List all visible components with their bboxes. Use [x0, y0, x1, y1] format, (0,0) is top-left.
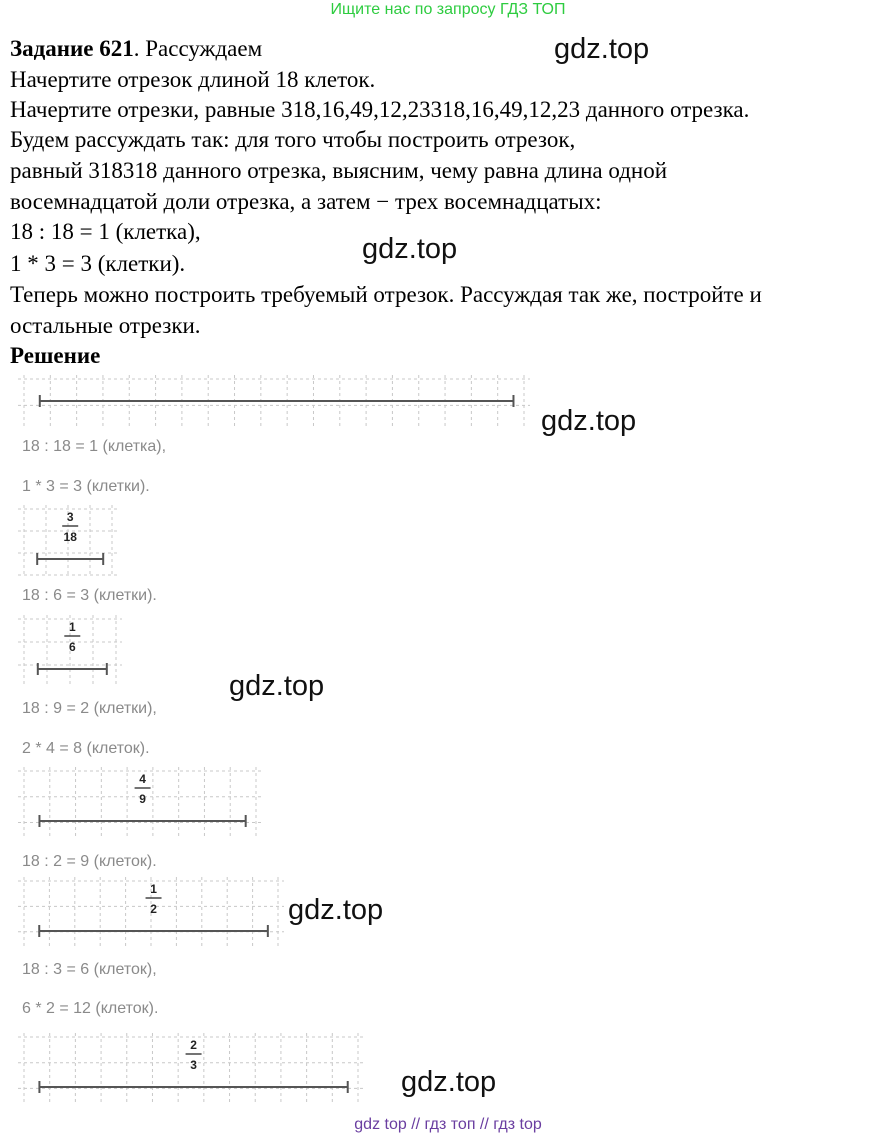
calc-line: 18 : 18 = 1 (клетка), [22, 438, 167, 455]
calc-line: 2 * 4 = 8 (клеток). [22, 740, 150, 757]
segment-fraction [186, 1038, 202, 1072]
segment-figure [18, 1033, 364, 1103]
solution-heading: Решение [10, 343, 101, 368]
watermark: gdz.top [362, 233, 458, 265]
task-line: равный 318318 данного отрезка, выясним, чему равна длина одной [10, 158, 668, 183]
search-banner[interactable]: Ищите нас по запросу ГДЗ ТОП [330, 1, 566, 18]
fraction-numerator: 1 [68, 620, 76, 634]
task-title [10, 33, 262, 64]
fraction-denominator: 3 [190, 1058, 197, 1072]
segment-fraction [64, 620, 80, 654]
fraction-denominator: 9 [139, 792, 146, 806]
calc-line: 1 * 3 = 3 (клетки). [22, 478, 150, 495]
segment-figure [18, 375, 530, 427]
segment-fraction [135, 772, 151, 806]
watermark: gdz.top [401, 1066, 497, 1098]
fraction-denominator: 6 [68, 640, 76, 654]
calc-line: 6 * 2 = 12 (клеток). [22, 1000, 159, 1017]
task-line: восемнадцатой доли отрезка, а затем − трех восемнадцатых: [10, 189, 602, 214]
task-number: Задание 621 [10, 36, 134, 61]
fraction-numerator: 2 [190, 1038, 197, 1052]
fraction-numerator: 4 [139, 772, 146, 786]
watermark: gdz.top [541, 405, 637, 437]
segment-fraction [146, 882, 162, 916]
task-line: 18 : 18 = 1 (клетка), [10, 219, 201, 244]
calc-line: 18 : 3 = 6 (клеток), [22, 961, 157, 978]
segment-figure [18, 615, 122, 685]
fraction-denominator: 2 [150, 902, 157, 916]
segment-figure [18, 877, 284, 947]
calc-line: 18 : 6 = 3 (клетки). [22, 587, 157, 604]
segment-figure [18, 767, 262, 837]
fraction-numerator: 1 [150, 882, 157, 896]
fraction-numerator: 3 [66, 510, 74, 524]
task-line: Теперь можно построить требуемый отрезок. Рассуждая так же, постройте и [10, 282, 762, 307]
calc-line: 18 : 2 = 9 (клеток). [22, 853, 157, 870]
task-line: Начертите отрезки, равные 318,16,49,12,23318,16,49,12,23 данного отрезка. [10, 97, 750, 122]
task-line: 1 * 3 = 3 (клетки). [10, 251, 186, 276]
task-line: остальные отрезки. [10, 313, 201, 338]
calc-line: 18 : 9 = 2 (клетки), [22, 700, 157, 717]
watermark: gdz.top [554, 33, 650, 65]
task-line: Будем рассуждать так: для того чтобы построить отрезок, [10, 127, 576, 152]
task-topic: . Рассуждаем [133, 36, 263, 61]
segment-figure [18, 505, 118, 575]
fraction-denominator: 18 [63, 530, 77, 544]
watermark: gdz.top [288, 894, 384, 926]
footer-links[interactable]: gdz top // гдз топ // гдз top [354, 1116, 542, 1133]
segment-fraction [62, 510, 78, 544]
task-line: Начертите отрезок длиной 18 клеток. [10, 67, 376, 92]
watermark: gdz.top [229, 670, 325, 702]
